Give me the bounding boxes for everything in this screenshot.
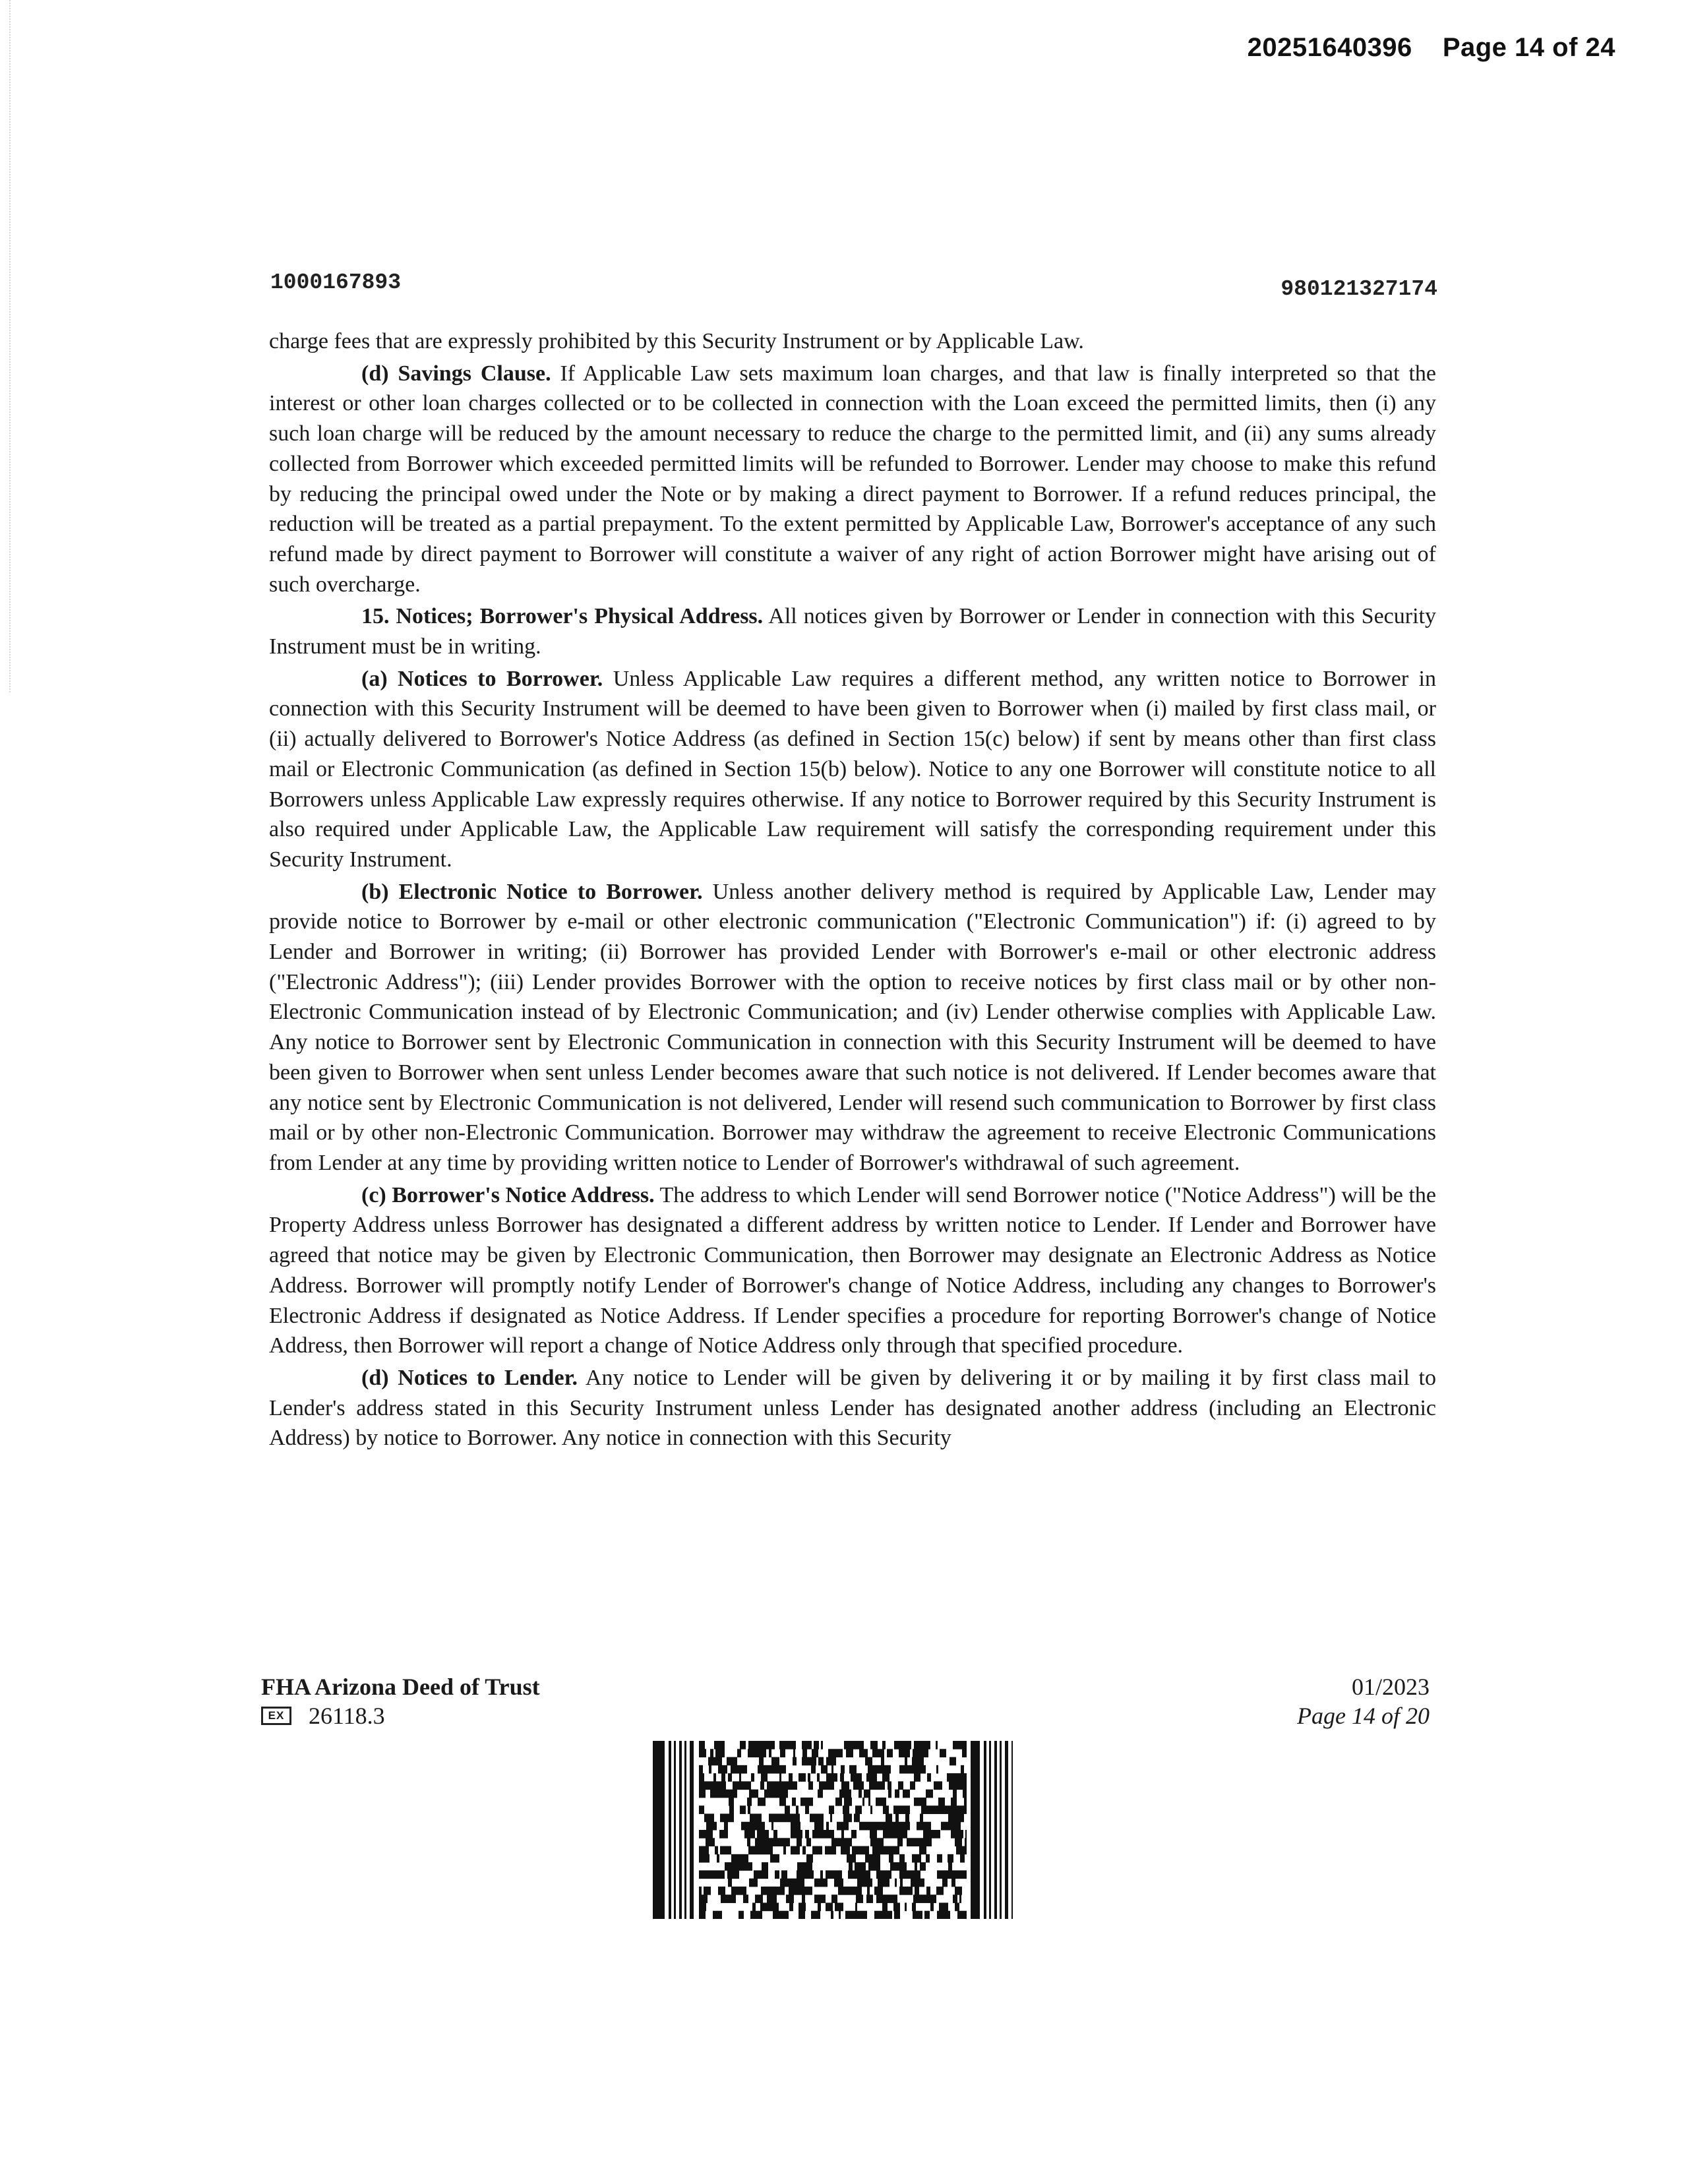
paragraph-notices-to-lender bbox=[269, 1363, 1436, 1453]
document-number: 20251640396 bbox=[1247, 33, 1412, 62]
document-body bbox=[269, 326, 1436, 1455]
paragraph-text: If Applicable Law sets maximum loan charges, and that law is finally interpreted so that the interest or other loan charges collected or to be collected in connection with the Loan exceed the permitted limits, then (i) any such loan charge will be reduced by the amount necessary to reduce the charge to the permitted limit, and (ii) any sums already collected from Borrower which exceeded permitted limits will be refunded to Borrower. Lender may choose to make this refund by reducing the principal owed under the Note or by making a direct payment to Borrower. If a refund reduces principal, the reduction will be treated as a partial prepayment. To the extent permitted by Applicable Law, Borrower's acceptance of any such refund made by direct payment to Borrower will constitute a waiver of any right of action Borrower might have arising out of such overcharge. bbox=[269, 361, 1436, 597]
paragraph-text: Unless Applicable Law requires a different method, any written notice to Borrower in connection with this Security Instrument will be deemed to have been given to Borrower when (i) mailed by first class mail, or (ii) actually delivered to Borrower's Notice Address (as defined in Section 15(c) below) if sent by means other than first class mail or Electronic Communication (as defined in Section 15(b) below). Notice to any one Borrower will constitute notice to all Borrowers unless Applicable Law expressly requires otherwise. If any notice to Borrower required by this Security Instrument is also required under Applicable Law, the Applicable Law requirement will satisfy the corresponding requirement under this Security Instrument. bbox=[269, 666, 1437, 872]
paragraph-heading: (b) Electronic Notice to Borrower. bbox=[361, 879, 703, 904]
paragraph-text: All notices given by Borrower or Lender in connection with this Security Instrument must be in writing. bbox=[269, 604, 1436, 659]
paragraph-section-15 bbox=[269, 601, 1436, 661]
revision-date: 01/2023 bbox=[1351, 1674, 1430, 1700]
loan-number: 1000167893 bbox=[270, 270, 402, 295]
paragraph-notices-to-borrower bbox=[269, 664, 1436, 875]
paragraph-savings-clause bbox=[269, 359, 1436, 600]
paragraph-text: The address to which Lender will send Borrower notice ("Notice Address") will be the Property Address unless Borrower has designated a different address by written notice to Lender. If Lender and Borrower have agreed that notice may be given by Electronic Communication, then Borrower may designate an Electronic Address as Notice Address. Borrower will promptly notify Lender of Borrower's change of Notice Address, including any changes to Borrower's Electronic Address if designated as Notice Address. If Lender specifies a procedure for reporting Borrower's change of Notice Address, then Borrower will report a change of Notice Address only through that specified procedure. bbox=[269, 1182, 1436, 1358]
form-code: 26118.3 bbox=[309, 1703, 385, 1729]
paragraph-electronic-notice bbox=[269, 877, 1436, 1178]
form-title: FHA Arizona Deed of Trust bbox=[261, 1674, 540, 1700]
paragraph-heading: (d) Notices to Lender. bbox=[361, 1365, 578, 1390]
recording-page-label: Page 14 of 24 bbox=[1442, 33, 1615, 62]
form-code-badge: EX bbox=[261, 1707, 291, 1725]
paragraph-heading: (c) Borrower's Notice Address. bbox=[361, 1182, 655, 1207]
footer-page-info bbox=[1297, 1672, 1430, 1730]
footer-form-info bbox=[261, 1672, 540, 1730]
form-page-number: Page 14 of 20 bbox=[1297, 1703, 1430, 1729]
min-number: 980121327174 bbox=[1281, 277, 1437, 301]
paragraph-heading: 15. Notices; Borrower's Physical Address. bbox=[361, 604, 764, 629]
paragraph-heading: (a) Notices to Borrower. bbox=[361, 666, 603, 691]
paragraph-text: charge fees that are expressly prohibited by this Security Instrument or by Applicable Law. bbox=[269, 329, 1084, 353]
paragraph-text: Unless another delivery method is required by Applicable Law, Lender may provide notice to Borrower by e-mail or other electronic communication ("Electronic Communication") if: (i) agreed to by Lender and Borrower in writing; (ii) Borrower has provided Lender with Borrower's e-mail or other electronic address ("Electronic Address"); (iii) Lender provides Borrower with the option to receive notices by first class mail or by other non-Electronic Communication instead of by Electronic Communication; and (iv) Lender otherwise complies with Applicable Law. Any notice to Borrower sent by Electronic Communication in connection with this Security Instrument will be deemed to have been given to Borrower when sent unless Lender becomes aware that such notice is not delivered. If Lender becomes aware that any notice sent by Electronic Communication is not delivered, Lender will resend such communication to Borrower by first class mail or by other non-Electronic Communication. Borrower may withdraw the agreement to receive Electronic Communications from Lender at any time by providing written notice to Lender of Borrower's withdrawal of such agreement. bbox=[269, 879, 1436, 1175]
paragraph-continuation bbox=[269, 326, 1436, 357]
paragraph-notice-address bbox=[269, 1180, 1436, 1361]
pdf417-barcode-icon bbox=[653, 1741, 1022, 1919]
form-code-row bbox=[261, 1701, 540, 1730]
paragraph-text: Any notice to Lender will be given by delivering it or by mailing it by first class mail to Lender's address stated in this Security Instrument unless Lender has designated another address (including an Electronic Address) by notice to Borrower. Any notice in connection with this Security bbox=[269, 1365, 1436, 1451]
scan-edge-artifact bbox=[9, 0, 11, 692]
paragraph-heading: (d) Savings Clause. bbox=[361, 361, 551, 386]
recording-header bbox=[1248, 33, 1615, 63]
